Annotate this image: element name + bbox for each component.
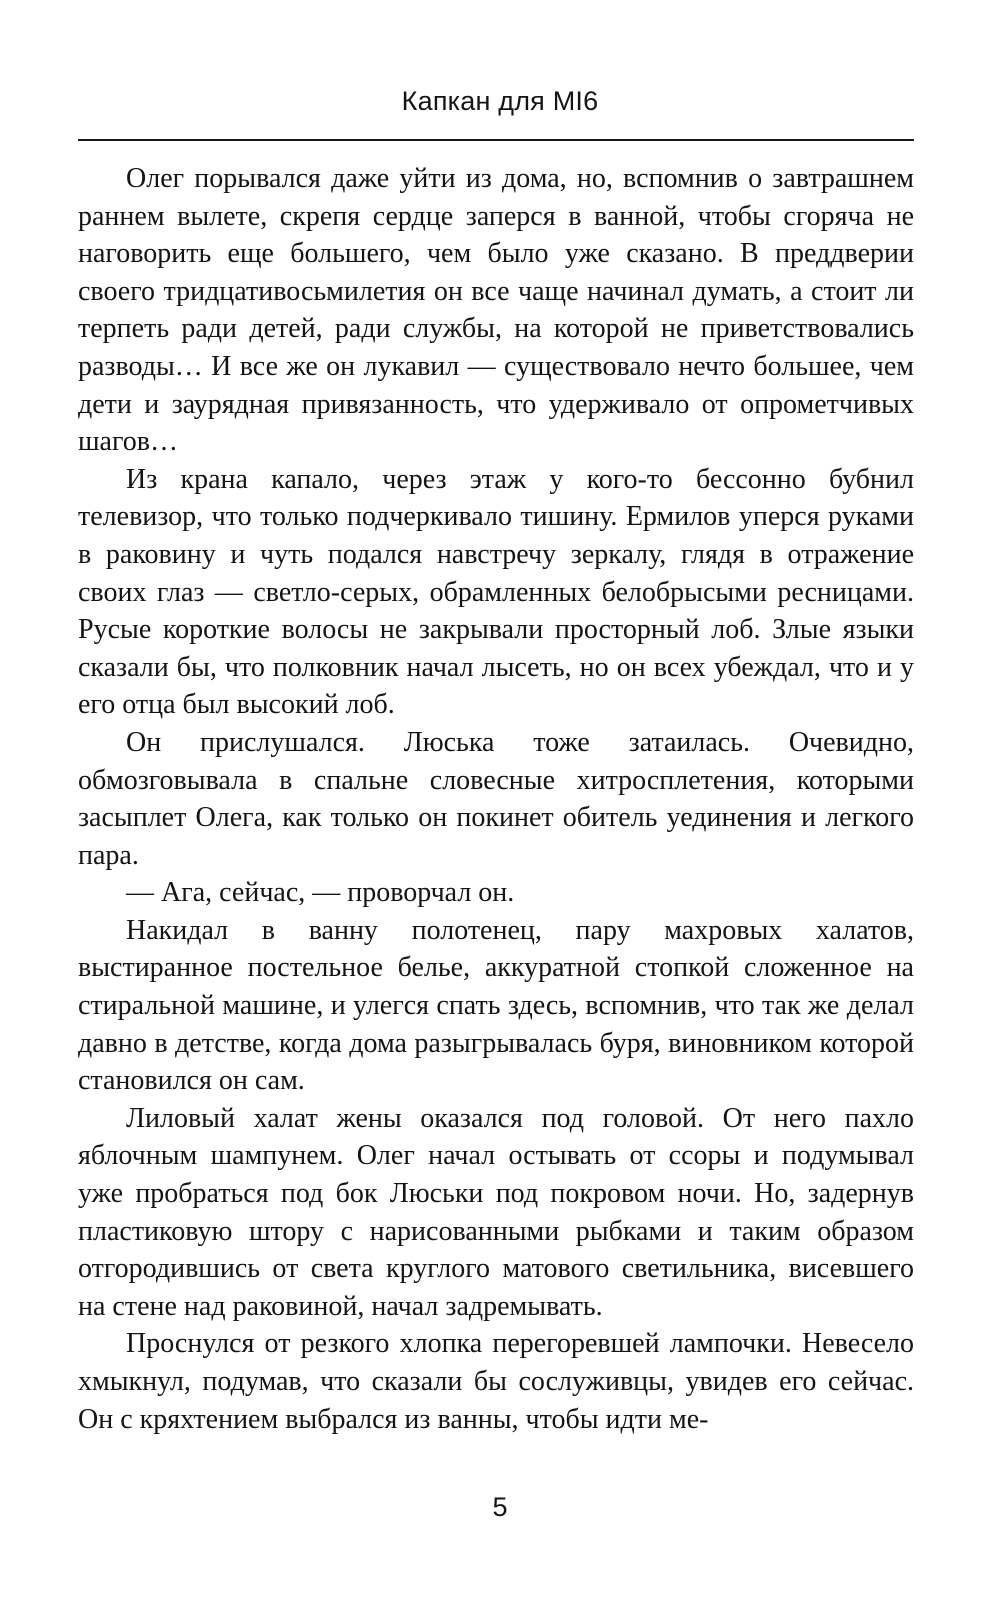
dialog-line: — Ага, сейчас, — проворчал он. [126,877,515,909]
paragraph: Из крана капало, через этаж у кого-то бессонно бубнил телевизор, что только подчеркивало тишину. Ермилов уперся руками в раковину и чуть подался навстречу зеркалу, глядя в отражение своих глаз — светло-серых, обрамленных белобрысыми ресницами. Русые короткие волосы не закрывали просторный лоб. Злые языки сказали бы, что полковник начал лысеть, но он всех убеждал, что и у его отца был высокий лоб. [78,463,914,721]
running-title: Капкан для MI6 [401,86,599,116]
paragraph: Лиловый халат жены оказался под головой. От него пахло яблочным шампунем. Олег начал остывать от ссоры и подумывал уже пробраться под бок Люськи под покровом ночи. Но, задернув пластиковую штору с нарисованными рыбками и таким образом отгородившись от света круглого матового светильника, висевшего на стене над раковиной, начал задремывать. [78,1102,914,1322]
paragraph: Накидал в ванну полотенец, пару махровых халатов, выстиранное постельное белье, аккуратной стопкой сложенное на стиральной машине, и улегся спать здесь, вспомнив, что так же делал давно в детстве, когда дома разыгрывалась буря, виновником которой становился он сам. [78,914,914,1097]
paragraph: Олег порывался даже уйти из дома, но, вспомнив о завтрашнем раннем вылете, скрепя сердце заперся в ванной, чтобы сгоряча не наговорить еще большего, чем было уже сказано. В преддверии своего тридцативосьмилетия он все чаще начинал думать, а стоит ли терпеть ради детей, ради службы, на которой не приветствовались разводы… И все же он лукавил — существовало нечто большее, чем дети и заурядная привязанность, что удерживало от опрометчивых шагов… [78,163,914,458]
page-number: 5 [492,1492,508,1522]
header-rule [78,139,914,141]
body-text [78,160,914,1438]
paragraph: Проснулся от резкого хлопка перегоревшей лампочки. Невесело хмыкнул, подумав, что сказали бы сослуживцы, увидев его сейчас. Он с кряхтением выбрался из ванны, чтобы идти ме- [78,1328,914,1435]
paragraph: Он прислушался. Люська тоже затаилась. Очевидно, обмозговывала в спальне словесные хитросплетения, которыми засыплет Олега, как только он покинет обитель уединения и легкого пара. [78,726,914,871]
